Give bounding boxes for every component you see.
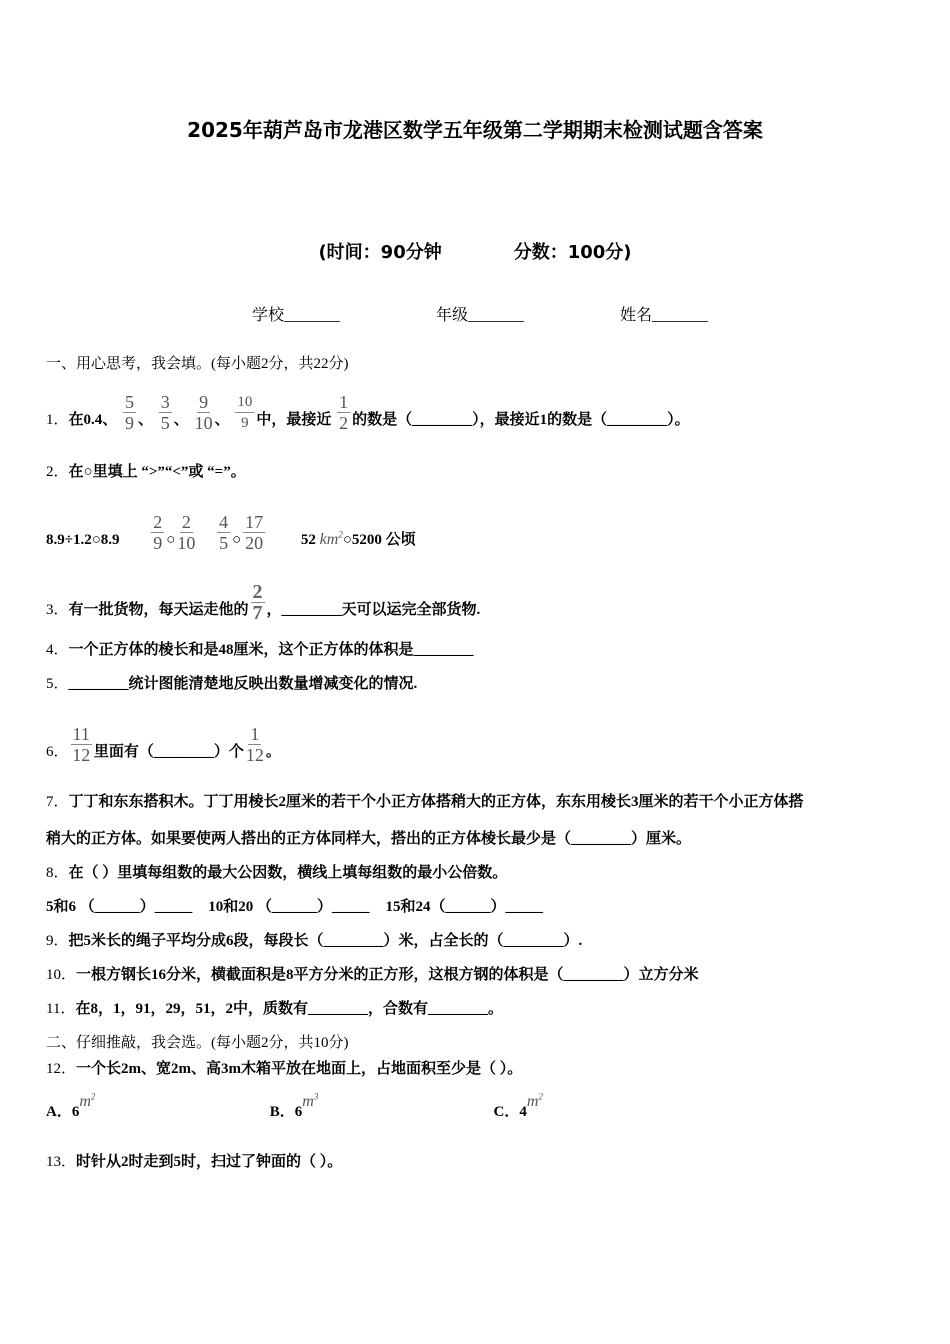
question-9: 9．把5米长的绳子平均分成6段，每段长（________）米，占全长的（________）. xyxy=(46,933,583,949)
comparison-3: $\frac{4}{5}$ ○ $\frac{17}{20}$ xyxy=(219,512,264,553)
question-5: 5．________统计图能清楚地反映出数量增减变化的情况. xyxy=(46,676,418,692)
section-1-heading: 一、用心思考，我会填。(每小题2分，共22分) xyxy=(46,356,349,372)
question-7-cont: 稍大的正方体。如果要使两人搭出的正方体同样大，搭出的正方体棱长最少是（________）厘米。 xyxy=(46,831,692,847)
comparison-4: 52 $km^2○5200$ 公顷 xyxy=(300,529,416,548)
fraction: $\frac{1}{2}$ xyxy=(339,392,349,433)
option-a[interactable]: A．$6m^2$ xyxy=(46,1091,96,1120)
question-number: 1． xyxy=(46,411,69,428)
fraction: $\frac{5}{9}$ xyxy=(125,392,135,433)
student-info xyxy=(252,302,804,325)
question-13: 13．时针从2时走到5时，扫过了钟面的（ ）。 xyxy=(46,1154,343,1170)
section-2-heading: 二、仔细推敲，我会选。(每小题2分，共10分) xyxy=(46,1035,349,1051)
fraction: $\frac{10}{9}$ xyxy=(237,394,253,431)
grade-field[interactable]: 年级_______ xyxy=(436,307,525,324)
name-field[interactable]: 姓名_______ xyxy=(620,307,709,324)
text: 的数是（________），最接近1的数是（________）。 xyxy=(352,411,690,428)
school-field[interactable]: 学校_______ xyxy=(252,307,341,324)
question-3: 3．有一批货物，每天运走他的 $\frac{2}{7}$ ，________天可以运完全部货物. xyxy=(46,581,481,624)
question-7: 7．丁丁和东东搭积木。丁丁用棱长2厘米的若干个小正方体搭稍大的正方体，东东用棱长3厘米的若干个小正方体搭 xyxy=(46,794,804,810)
total-score: 分数：100分) xyxy=(513,242,632,263)
option-c[interactable]: C．$4m^2$ xyxy=(493,1091,543,1120)
question-number: 2． xyxy=(46,464,69,480)
question-11: 11．在8，1，91，29，51，2中，质数有________，合数有________。 xyxy=(46,1001,503,1017)
question-10: 10．一根方钢长16分米，横截面积是8平方分米的正方形，这根方钢的体积是（________）立方分米 xyxy=(46,967,699,983)
text: 在○里填上 “>”“<”或 “=”。 xyxy=(68,464,246,480)
question-12: 12．一个长2m、宽2m、高3m木箱平放在地面上，占地面积至少是（ ）。 xyxy=(46,1061,523,1077)
fraction: $\frac{9}{10}$ xyxy=(194,392,213,433)
question-6: 6． $\frac{11}{12}$ 里面有（________）个 $\frac{1}{12}$ 。 xyxy=(46,724,281,765)
question-1: 1．在0.4、 $\frac{5}{9}$ 、 $\frac{3}{5}$ 、 $\frac{9}{10}$ 、 $\frac{10}{9}$ 中，最接近 $\frac{1}{2}$ 的数是（________），最接近1的数是（________）。 xyxy=(46,392,690,433)
fraction: $\frac{3}{5}$ xyxy=(160,392,170,433)
text: 在0.4、 xyxy=(68,411,118,428)
text: 中，最接近 xyxy=(256,411,332,428)
exam-meta xyxy=(0,238,950,264)
question-2-items xyxy=(46,512,416,561)
comparison-1: 8.9÷1.2○8.9 xyxy=(46,531,120,548)
question-8-groups: 5和6 （______）_____ 10和20 （______）_____ 15和24（______）_____ xyxy=(46,899,544,915)
question-4: 4．一个正方体的棱长和是48厘米，这个正方体的体积是________ xyxy=(46,642,474,658)
time-limit: (时间：90分钟 xyxy=(318,242,442,263)
option-b[interactable]: B．$6m^3$ xyxy=(269,1091,319,1120)
question-2 xyxy=(46,460,246,481)
question-8: 8．在（ ）里填每组数的最大公因数，横线上填每组数的最小公倍数。 xyxy=(46,865,508,881)
comparison-2: $\frac{2}{9}$ ○ $\frac{2}{10}$ xyxy=(153,512,196,553)
question-12-options xyxy=(46,1091,543,1121)
page-title: 2025年葫芦岛市龙港区数学五年级第二学期期末检测试题含答案 xyxy=(187,118,763,142)
